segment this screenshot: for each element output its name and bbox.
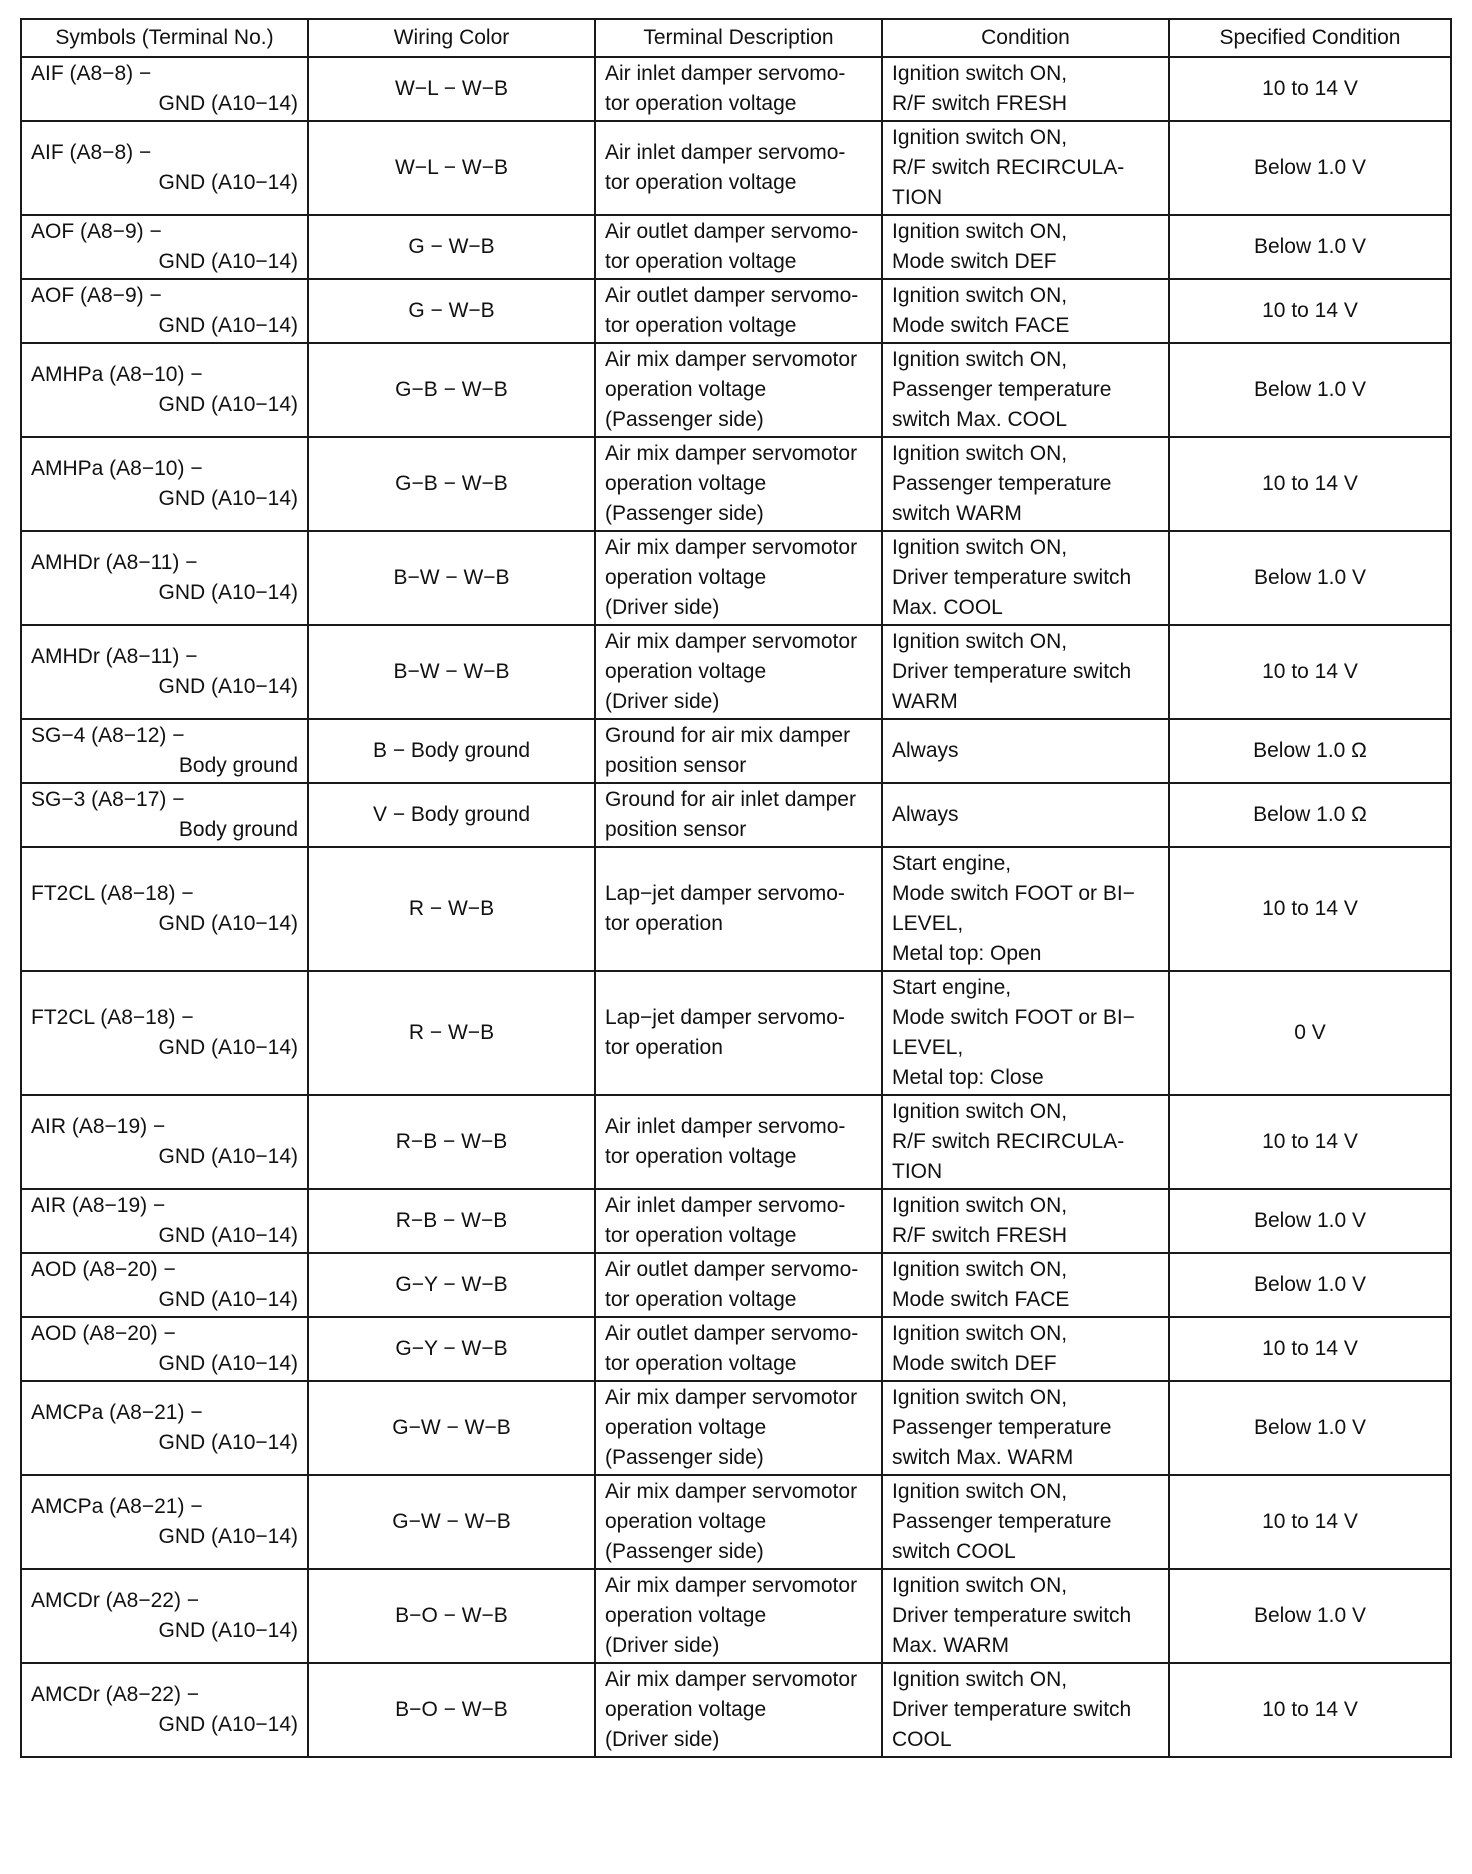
header-symbols: Symbols (Terminal No.) xyxy=(21,19,308,57)
symbol-ground: GND (A10−14) xyxy=(158,675,298,698)
cell-symbols xyxy=(21,215,308,279)
cell-specified-condition: Below 1.0 V xyxy=(1169,1381,1451,1475)
terminal-description-text: Air outlet damper servomo- tor operation voltage xyxy=(605,1258,859,1311)
table-row xyxy=(21,971,1451,1095)
table-row xyxy=(21,215,1451,279)
cell-symbols xyxy=(21,1253,308,1317)
cell-terminal-description xyxy=(595,1475,882,1569)
terminal-description-text: Air inlet damper servomo- tor operation voltage xyxy=(605,1115,846,1168)
terminal-description-text: Lap−jet damper servomo- tor operation xyxy=(605,882,845,935)
cell-specified-condition: 10 to 14 V xyxy=(1169,1475,1451,1569)
cell-specified-condition: Below 1.0 Ω xyxy=(1169,783,1451,847)
cell-condition xyxy=(882,279,1169,343)
cell-condition xyxy=(882,1663,1169,1757)
cell-condition xyxy=(882,437,1169,531)
condition-text: Always xyxy=(892,803,959,826)
cell-condition xyxy=(882,719,1169,783)
condition-text: Ignition switch ON, Mode switch DEF xyxy=(892,1322,1068,1375)
cell-terminal-description xyxy=(595,531,882,625)
cell-symbols xyxy=(21,847,308,971)
cell-specified-condition: Below 1.0 V xyxy=(1169,343,1451,437)
table-row xyxy=(21,1663,1451,1757)
condition-text: Ignition switch ON, R/F switch FRESH xyxy=(892,62,1068,115)
cell-specified-condition: 10 to 14 V xyxy=(1169,1095,1451,1189)
cell-specified-condition: Below 1.0 V xyxy=(1169,1189,1451,1253)
symbol-terminal: AIF (A8−8) − xyxy=(31,62,152,85)
cell-symbols xyxy=(21,625,308,719)
cell-symbols xyxy=(21,1663,308,1757)
terminal-description-text: Air inlet damper servomo- tor operation voltage xyxy=(605,1194,846,1247)
cell-symbols xyxy=(21,1569,308,1663)
condition-text: Always xyxy=(892,739,959,762)
cell-wiring-color: R − W−B xyxy=(308,971,595,1095)
terminal-description-text: Air inlet damper servomo- tor operation voltage xyxy=(605,62,846,115)
symbol-ground: GND (A10−14) xyxy=(158,1145,298,1168)
cell-condition xyxy=(882,1381,1169,1475)
table-header-row xyxy=(21,19,1451,57)
cell-specified-condition: 10 to 14 V xyxy=(1169,1663,1451,1757)
cell-terminal-description xyxy=(595,971,882,1095)
cell-terminal-description xyxy=(595,121,882,215)
condition-text: Ignition switch ON, Mode switch FACE xyxy=(892,284,1070,337)
cell-condition xyxy=(882,531,1169,625)
header-condition: Condition xyxy=(882,19,1169,57)
symbol-terminal: SG−4 (A8−12) − xyxy=(31,724,185,747)
symbol-terminal: FT2CL (A8−18) − xyxy=(31,1006,194,1029)
cell-symbols xyxy=(21,531,308,625)
condition-text: Start engine, Mode switch FOOT or BI− LEVEL, Metal top: Open xyxy=(892,852,1135,965)
condition-text: Ignition switch ON, Passenger temperature switch Max. WARM xyxy=(892,1386,1112,1469)
cell-terminal-description xyxy=(595,57,882,121)
cell-wiring-color: G−Y − W−B xyxy=(308,1317,595,1381)
cell-terminal-description xyxy=(595,343,882,437)
symbol-ground: GND (A10−14) xyxy=(158,487,298,510)
symbol-terminal: AMHPa (A8−10) − xyxy=(31,457,203,480)
cell-specified-condition: Below 1.0 V xyxy=(1169,1569,1451,1663)
terminal-description-text: Lap−jet damper servomo- tor operation xyxy=(605,1006,845,1059)
condition-text: Ignition switch ON, R/F switch RECIRCULA- TION xyxy=(892,1100,1125,1183)
cell-terminal-description xyxy=(595,437,882,531)
cell-specified-condition: 0 V xyxy=(1169,971,1451,1095)
condition-text: Start engine, Mode switch FOOT or BI− LEVEL, Metal top: Close xyxy=(892,976,1135,1089)
cell-symbols xyxy=(21,719,308,783)
cell-condition xyxy=(882,971,1169,1095)
header-terminal-description: Terminal Description xyxy=(595,19,882,57)
symbol-terminal: AOD (A8−20) − xyxy=(31,1258,176,1281)
table-row xyxy=(21,1317,1451,1381)
cell-terminal-description xyxy=(595,625,882,719)
terminal-description-text: Air outlet damper servomo- tor operation voltage xyxy=(605,1322,859,1375)
symbol-ground: Body ground xyxy=(178,754,298,777)
cell-specified-condition: 10 to 14 V xyxy=(1169,437,1451,531)
cell-specified-condition: 10 to 14 V xyxy=(1169,1317,1451,1381)
table-row xyxy=(21,1189,1451,1253)
cell-terminal-description xyxy=(595,215,882,279)
cell-condition xyxy=(882,1189,1169,1253)
cell-symbols xyxy=(21,279,308,343)
cell-wiring-color: G−B − W−B xyxy=(308,343,595,437)
symbol-ground: GND (A10−14) xyxy=(158,1431,298,1454)
cell-specified-condition: Below 1.0 V xyxy=(1169,1253,1451,1317)
terminal-inspection-table xyxy=(20,18,1452,1758)
condition-text: Ignition switch ON, Mode switch DEF xyxy=(892,220,1068,273)
header-specified-condition: Specified Condition xyxy=(1169,19,1451,57)
symbol-terminal: AOF (A8−9) − xyxy=(31,284,162,307)
table-row xyxy=(21,1475,1451,1569)
cell-terminal-description xyxy=(595,1189,882,1253)
cell-terminal-description xyxy=(595,1317,882,1381)
symbol-ground: GND (A10−14) xyxy=(158,393,298,416)
cell-condition xyxy=(882,625,1169,719)
symbol-ground: Body ground xyxy=(178,818,298,841)
cell-condition xyxy=(882,1475,1169,1569)
symbol-terminal: AMHPa (A8−10) − xyxy=(31,363,203,386)
symbol-terminal: AOD (A8−20) − xyxy=(31,1322,176,1345)
header-wiring-color: Wiring Color xyxy=(308,19,595,57)
cell-condition xyxy=(882,215,1169,279)
cell-specified-condition: Below 1.0 V xyxy=(1169,215,1451,279)
symbol-ground: GND (A10−14) xyxy=(158,1352,298,1375)
cell-terminal-description xyxy=(595,1569,882,1663)
cell-terminal-description xyxy=(595,1253,882,1317)
symbol-terminal: AIR (A8−19) − xyxy=(31,1115,166,1138)
cell-wiring-color: B−W − W−B xyxy=(308,531,595,625)
cell-specified-condition: 10 to 14 V xyxy=(1169,847,1451,971)
condition-text: Ignition switch ON, Driver temperature switch WARM xyxy=(892,630,1132,713)
cell-specified-condition: 10 to 14 V xyxy=(1169,57,1451,121)
cell-condition xyxy=(882,1317,1169,1381)
terminal-description-text: Air mix damper servomotor operation voltage (Driver side) xyxy=(605,1668,858,1751)
table-row xyxy=(21,1569,1451,1663)
cell-symbols xyxy=(21,783,308,847)
terminal-description-text: Air mix damper servomotor operation voltage (Driver side) xyxy=(605,1574,858,1657)
cell-symbols xyxy=(21,437,308,531)
symbol-ground: GND (A10−14) xyxy=(158,1619,298,1642)
symbol-terminal: AMCPa (A8−21) − xyxy=(31,1401,203,1424)
cell-symbols xyxy=(21,343,308,437)
cell-wiring-color: B−O − W−B xyxy=(308,1663,595,1757)
cell-terminal-description xyxy=(595,847,882,971)
table-row xyxy=(21,783,1451,847)
symbol-ground: GND (A10−14) xyxy=(158,581,298,604)
table-row xyxy=(21,719,1451,783)
cell-wiring-color: G−B − W−B xyxy=(308,437,595,531)
cell-symbols xyxy=(21,1381,308,1475)
symbol-ground: GND (A10−14) xyxy=(158,1224,298,1247)
symbol-terminal: AMCDr (A8−22) − xyxy=(31,1683,200,1706)
cell-symbols xyxy=(21,121,308,215)
table-row xyxy=(21,1253,1451,1317)
cell-wiring-color: B−O − W−B xyxy=(308,1569,595,1663)
table-row xyxy=(21,437,1451,531)
symbol-ground: GND (A10−14) xyxy=(158,250,298,273)
cell-condition xyxy=(882,121,1169,215)
symbol-terminal: AMCPa (A8−21) − xyxy=(31,1495,203,1518)
table-row xyxy=(21,57,1451,121)
cell-wiring-color: G−Y − W−B xyxy=(308,1253,595,1317)
cell-wiring-color: B−W − W−B xyxy=(308,625,595,719)
table-row xyxy=(21,279,1451,343)
terminal-description-text: Air inlet damper servomo- tor operation voltage xyxy=(605,141,846,194)
symbol-ground: GND (A10−14) xyxy=(158,1036,298,1059)
cell-wiring-color: G−W − W−B xyxy=(308,1475,595,1569)
symbol-ground: GND (A10−14) xyxy=(158,92,298,115)
cell-wiring-color: G−W − W−B xyxy=(308,1381,595,1475)
cell-wiring-color: W−L − W−B xyxy=(308,121,595,215)
symbol-terminal: AIR (A8−19) − xyxy=(31,1194,166,1217)
cell-wiring-color: B − Body ground xyxy=(308,719,595,783)
symbol-terminal: AOF (A8−9) − xyxy=(31,220,162,243)
terminal-description-text: Air mix damper servomotor operation voltage (Passenger side) xyxy=(605,1386,858,1469)
cell-symbols xyxy=(21,971,308,1095)
cell-condition xyxy=(882,1095,1169,1189)
cell-condition xyxy=(882,57,1169,121)
terminal-description-text: Air mix damper servomotor operation voltage (Passenger side) xyxy=(605,1480,858,1563)
cell-wiring-color: R−B − W−B xyxy=(308,1189,595,1253)
table-row xyxy=(21,121,1451,215)
cell-condition xyxy=(882,1569,1169,1663)
symbol-ground: GND (A10−14) xyxy=(158,1713,298,1736)
table-row xyxy=(21,625,1451,719)
cell-wiring-color: G − W−B xyxy=(308,279,595,343)
cell-wiring-color: R−B − W−B xyxy=(308,1095,595,1189)
condition-text: Ignition switch ON, Passenger temperature switch COOL xyxy=(892,1480,1112,1563)
cell-wiring-color: R − W−B xyxy=(308,847,595,971)
cell-specified-condition: Below 1.0 V xyxy=(1169,121,1451,215)
symbol-terminal: SG−3 (A8−17) − xyxy=(31,788,185,811)
cell-condition xyxy=(882,847,1169,971)
terminal-description-text: Ground for air mix damper position sensor xyxy=(605,724,851,777)
symbol-terminal: AMCDr (A8−22) − xyxy=(31,1589,200,1612)
table-row xyxy=(21,847,1451,971)
cell-symbols xyxy=(21,1317,308,1381)
cell-specified-condition: Below 1.0 Ω xyxy=(1169,719,1451,783)
symbol-ground: GND (A10−14) xyxy=(158,1525,298,1548)
cell-condition xyxy=(882,343,1169,437)
condition-text: Ignition switch ON, R/F switch FRESH xyxy=(892,1194,1068,1247)
condition-text: Ignition switch ON, Mode switch FACE xyxy=(892,1258,1070,1311)
cell-symbols xyxy=(21,1095,308,1189)
cell-terminal-description xyxy=(595,279,882,343)
condition-text: Ignition switch ON, Driver temperature switch Max. COOL xyxy=(892,536,1132,619)
terminal-description-text: Ground for air inlet damper position sensor xyxy=(605,788,856,841)
cell-terminal-description xyxy=(595,1381,882,1475)
terminal-description-text: Air mix damper servomotor operation voltage (Driver side) xyxy=(605,536,858,619)
cell-wiring-color: G − W−B xyxy=(308,215,595,279)
cell-specified-condition: 10 to 14 V xyxy=(1169,279,1451,343)
symbol-terminal: AMHDr (A8−11) − xyxy=(31,645,198,668)
symbol-terminal: FT2CL (A8−18) − xyxy=(31,882,194,905)
symbol-ground: GND (A10−14) xyxy=(158,912,298,935)
symbol-ground: GND (A10−14) xyxy=(158,171,298,194)
terminal-description-text: Air outlet damper servomo- tor operation voltage xyxy=(605,284,859,337)
cell-symbols xyxy=(21,57,308,121)
table-row xyxy=(21,343,1451,437)
cell-terminal-description xyxy=(595,783,882,847)
cell-terminal-description xyxy=(595,1095,882,1189)
cell-specified-condition: Below 1.0 V xyxy=(1169,531,1451,625)
table-row xyxy=(21,1381,1451,1475)
cell-symbols xyxy=(21,1189,308,1253)
cell-terminal-description xyxy=(595,1663,882,1757)
cell-specified-condition: 10 to 14 V xyxy=(1169,625,1451,719)
condition-text: Ignition switch ON, R/F switch RECIRCULA- TION xyxy=(892,126,1125,209)
cell-condition xyxy=(882,1253,1169,1317)
cell-symbols xyxy=(21,1475,308,1569)
symbol-ground: GND (A10−14) xyxy=(158,1288,298,1311)
terminal-description-text: Air mix damper servomotor operation voltage (Passenger side) xyxy=(605,442,858,525)
terminal-description-text: Air mix damper servomotor operation voltage (Passenger side) xyxy=(605,348,858,431)
condition-text: Ignition switch ON, Driver temperature switch COOL xyxy=(892,1668,1132,1751)
terminal-description-text: Air outlet damper servomo- tor operation voltage xyxy=(605,220,859,273)
cell-wiring-color: V − Body ground xyxy=(308,783,595,847)
symbol-terminal: AIF (A8−8) − xyxy=(31,141,152,164)
cell-terminal-description xyxy=(595,719,882,783)
table-row xyxy=(21,1095,1451,1189)
cell-condition xyxy=(882,783,1169,847)
condition-text: Ignition switch ON, Passenger temperature switch WARM xyxy=(892,442,1112,525)
terminal-description-text: Air mix damper servomotor operation voltage (Driver side) xyxy=(605,630,858,713)
condition-text: Ignition switch ON, Passenger temperature switch Max. COOL xyxy=(892,348,1112,431)
cell-wiring-color: W−L − W−B xyxy=(308,57,595,121)
table-row xyxy=(21,531,1451,625)
condition-text: Ignition switch ON, Driver temperature switch Max. WARM xyxy=(892,1574,1132,1657)
symbol-terminal: AMHDr (A8−11) − xyxy=(31,551,198,574)
symbol-ground: GND (A10−14) xyxy=(158,314,298,337)
